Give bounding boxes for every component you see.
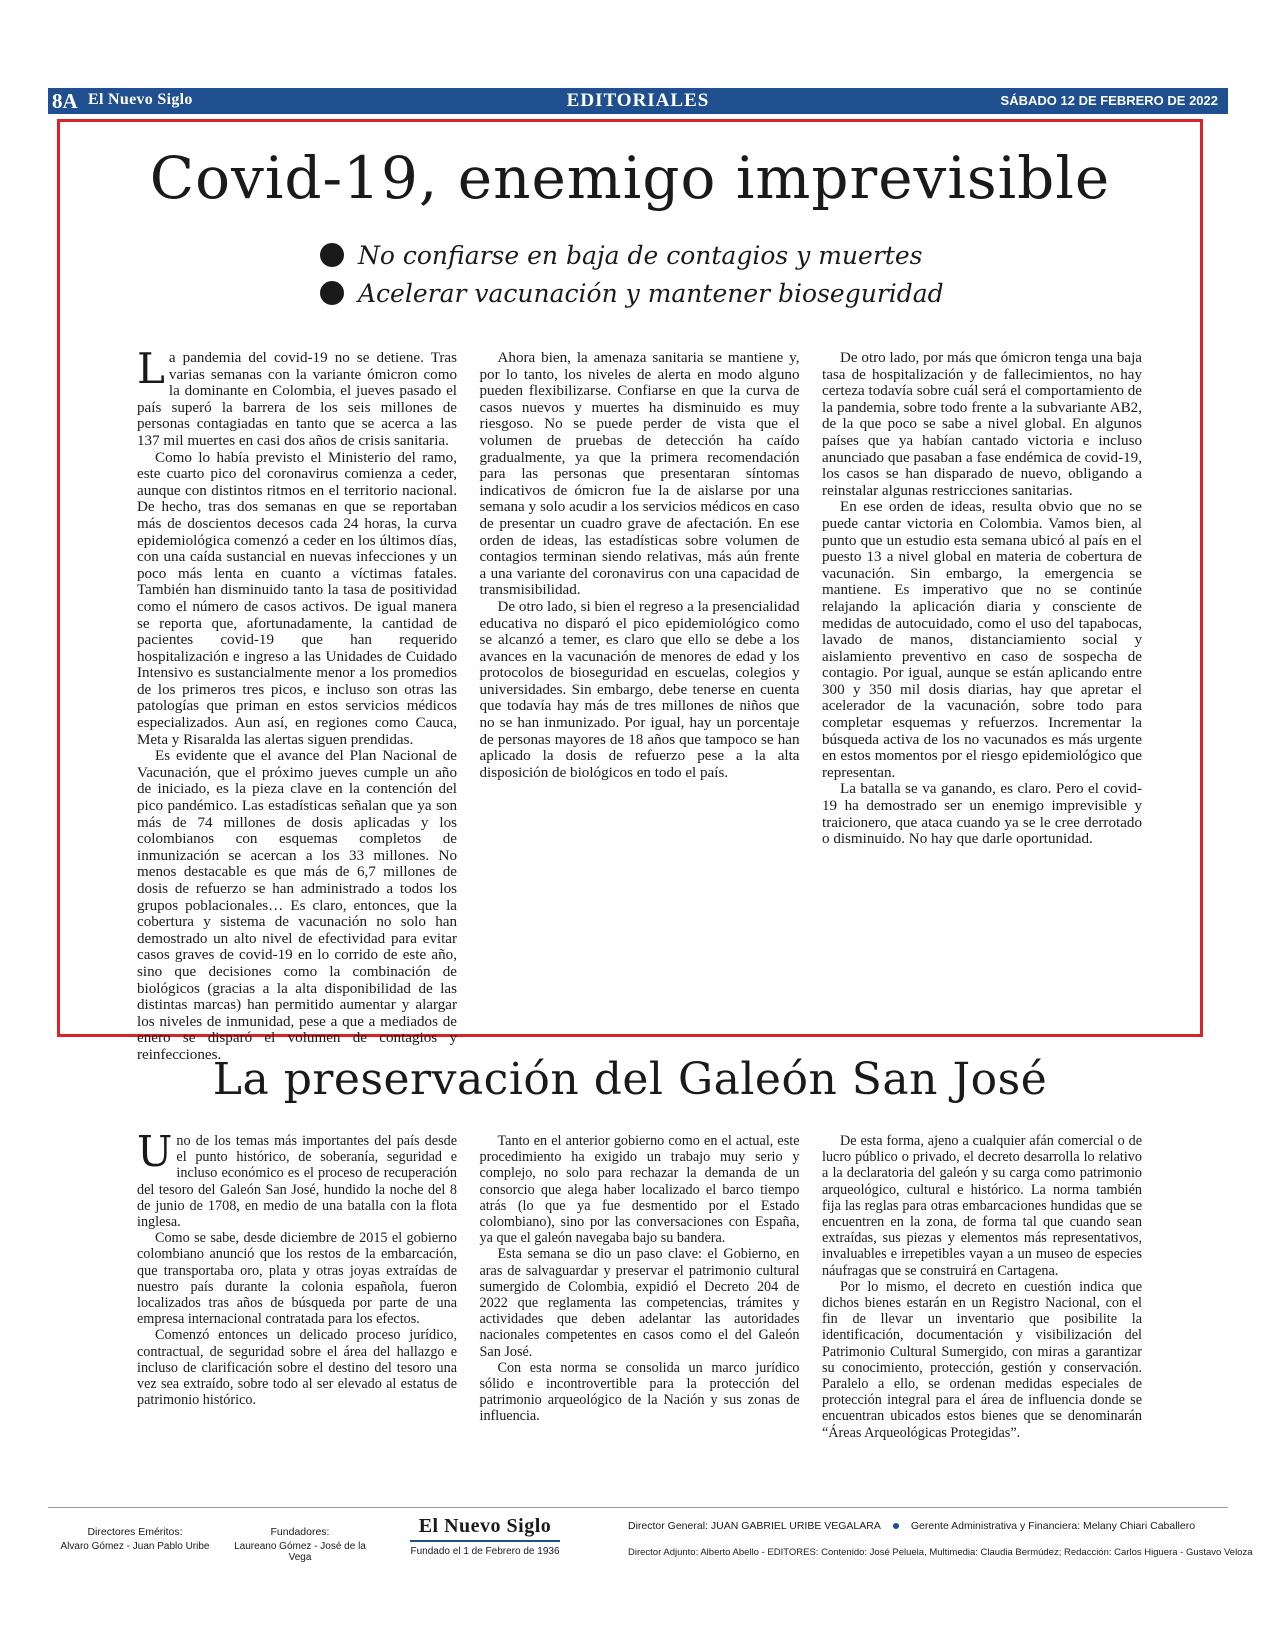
article1-paragraph: Es evidente que el avance del Plan Nacional de Vacunación, que el próximo jueves cumple un año de iniciado, es la pieza clave en la contención del pico pandémico. Las estadísticas señalan que ya son más de 74 millones de dosis aplicadas y los colombianos con esquemas completos de inmunización se acercan a los 33 millones. No menos destacable es que más de 6,7 millones de dosis de refuerzo se han administrado a todos los grupos poblacionales… Es claro, entonces, que la cobertura y sistema de vacunación no solo han demostrado un alto nivel de efectividad para evitar casos graves de covid-19 en lo corrido de este año, sino que decisiones como la combinación de biológicos (gracias a la alta disponibilidad de las distintas marcas) han permitido aumentar y alargar los niveles de inmunidad, pese a que a mediados de enero se disparó el volumen de contagios y reinfecciones. bbox=[137, 748, 457, 1063]
article1-paragraph: La pandemia del covid-19 no se detiene. Tras varias semanas con la variante ómicron como la dominante en Colombia, el jueves pasado el país superó la barrera de los seis millones de personas contagiadas en tanto que se acerca a las 137 mil muertes en casi dos años de crisis sanitaria. bbox=[137, 344, 457, 449]
article1-column-1 bbox=[137, 344, 457, 1064]
article2-column-1 bbox=[137, 1127, 457, 1441]
article2-paragraph: De esta forma, ajeno a cualquier afán comercial o de lucro público o privado, el decreto desarrolla lo relativo a la declaratoria del galeón y su carga como patrimonio arqueológico, cultural e histórico. La norma también fija las reglas para otras embarcaciones hundidas que se encuentren en la zona, de forma tal que cuando sean extraídas, sus piezas y elementos más representativos, invaluables e irrepetibles vayan a un museo de especies náufragas que se construirá en Cartagena. bbox=[822, 1133, 1142, 1279]
article1-title: Covid-19, enemigo imprevisible bbox=[149, 144, 1111, 212]
page-number: 8A bbox=[52, 89, 78, 113]
article2-paragraph: Esta semana se dio un paso clave: el Gobierno, en aras de salvaguardar y preservar el patrimonio cultural sumergido de Colombia, expidió el Decreto 204 de 2022 que reglamenta las competencias, trámites y actividades que deben adelantar las autoridades nacionales competentes en casos como el del Galeón San José. bbox=[479, 1246, 800, 1360]
drop-cap: U bbox=[137, 1127, 173, 1176]
article1-paragraph: De otro lado, si bien el regreso a la presencialidad educativa no disparó el pico epidemiológico como se alcanzó a temer, es claro que ello se debe a los avances en la vacunación de menores de edad y los protocolos de bioseguridad en escuelas, colegios y universidades. Sin embargo, debe tenerse en cuenta que todavía hay más de tres millones de niños que no se han inmunizado. Por igual, hay un porcentaje de personas mayores de 18 años que tampoco se han aplicado la dosis de refuerzo pese a la alta disposición de biológicos en todo el país. bbox=[479, 598, 800, 781]
article1-paragraph: Ahora bien, la amenaza sanitaria se mantiene y, por lo tanto, los niveles de alerta en modo alguno pueden flexibilizarse. Confiarse en que la curva de casos nuevos y muertes ha disminuido es muy riesgoso. No se puede perder de vista que el volumen de pruebas de detección ha caído gradualmente, ya que la primera recomendación para las personas que presentaran síntomas indicativos de ómicron fue la de aislarse por una semana y solo acudir a los servicios médicos en caso de presentar un cuadro grave de afectación. En ese orden de ideas, las estadísticas sobre volumen de contagios terminan siendo relativas, más aún frente a una variante del coronavirus con una capacidad de transmisibilidad. bbox=[479, 350, 800, 599]
founders-names: Laureano Gómez - José de la Vega bbox=[234, 1541, 366, 1563]
article2-body bbox=[137, 1127, 1142, 1441]
gerente: Gerente Administrativa y Financiera: Melany Chiari Caballero bbox=[910, 1520, 1196, 1532]
article1-paragraph: De otro lado, por más que ómicron tenga una baja tasa de hospitalización y de fallecimientos, no hay certeza todavía sobre cuál será el comportamiento de la pandemia, sobre todo frente a la subvariante AB2, de la que poco se sabe a nivel global. En algunos países que ya habían cantado victoria e incluso anunciado que pasaban a fase endémica de covid-19, los casos se han disparado de nuevo, obligando a reinstalar algunas restricciones sanitarias. bbox=[822, 350, 1142, 499]
footer-staff: Director Adjunto: Alberto Abello - EDITORES: Contenido: José Peluela, Multimedia: Claudia Bermúdez; Redacción: Carlos Higuera - Gustavo Veloza bbox=[628, 1547, 1253, 1558]
article2-paragraph: Por lo mismo, el decreto en cuestión indica que dichos bienes estarán en un Registro Nacional, con el fin de llevar un inventario que posibilite la identificación, documentación y visibilización del Patrimonio Cultural Sumergido, con miras a garantizar su conocimiento, protección, gestión y conservación. Paralelo a ello, se ordenan medidas especiales de protección integral para el área de influencia donde se encuentran ubicados estos bienes que se denominarán “Áreas Arqueológicas Protegidas”. bbox=[822, 1278, 1142, 1441]
bullet-icon bbox=[320, 281, 344, 305]
subtitle-text: No confiarse en baja de contagios y muertes bbox=[358, 240, 923, 270]
article2-paragraph: Como se sabe, desde diciembre de 2015 el gobierno colombiano anunció que los restos de la embarcación, que transportaba oro, plata y otras joyas extraídas de nuestro país durante la colonia española, fueron localizados tras años de búsqueda por parte de una empresa internacional contratada para los efectos. bbox=[137, 1230, 457, 1328]
article1-column-2 bbox=[480, 350, 800, 1064]
subtitle-text: Acelerar vacunación y mantener bioseguridad bbox=[358, 278, 944, 308]
article1-body bbox=[137, 344, 1142, 1064]
article2-column-2 bbox=[480, 1133, 800, 1441]
masthead-small: El Nuevo Siglo bbox=[88, 91, 193, 108]
article1-paragraph: La batalla se va ganando, es claro. Pero el covid-19 ha demostrado ser un enemigo imprevisible y traicionero, que ataca cuando ya se le cree derrotado o disminuido. No hay que darle oportunidad. bbox=[822, 781, 1142, 848]
separator-dot-icon bbox=[893, 1523, 899, 1529]
footer-logo bbox=[410, 1515, 560, 1557]
page-header-band bbox=[48, 88, 1228, 114]
emeritus-names: Alvaro Gómez - Juan Pablo Uribe bbox=[60, 1541, 210, 1552]
section-name: EDITORIALES bbox=[566, 90, 710, 111]
article2-paragraph: Comenzó entonces un delicado proceso jurídico, contractual, de seguridad sobre el área del hallazgo e incluso de clarificación sobre el destino del tesoro una vez sea extraído, sobre todo al ser elevado al estatus de patrimonio histórico. bbox=[137, 1327, 457, 1409]
director-general: Director General: JUAN GABRIEL URIBE VEGALARA bbox=[628, 1520, 881, 1532]
article1-paragraph: Como lo había previsto el Ministerio del ramo, este cuarto pico del coronavirus comienza a ceder, aunque con distintos ritmos en el territorio nacional. De hecho, tras dos semanas en que se reportaban más de doscientos decesos cada 24 horas, la curva epidemiológica comenzó a ceder en los últimos días, con una caída sustancial en nuevas infecciones y un poco más lenta en cuanto a víctimas fatales. También han disminuido tanto la tasa de positividad como el número de casos activos. De igual manera se reporta que, afortunadamente, la cantidad de pacientes covid-19 que han requerido hospitalización e ingreso a las Unidades de Cuidado Intensivo es sustancialmente menor a los promedios de los primeros tres picos, e incluso son otras las patologías que priman en estos servicios médicos especializados. Aun así, en regiones como Cauca, Meta y Risaralda las alertas siguen prendidas. bbox=[137, 449, 457, 748]
founders-label: Fundadores: bbox=[270, 1526, 330, 1538]
article2-title: La preservación del Galeón San José bbox=[212, 1054, 1048, 1105]
issue-date: SÁBADO 12 DE FEBRERO DE 2022 bbox=[1000, 93, 1218, 108]
emeritus-label: Directores Eméritos: bbox=[87, 1526, 183, 1538]
article1-column-3 bbox=[822, 350, 1142, 1064]
article1-subtitles bbox=[320, 236, 944, 312]
footer-founded: Fundado el 1 de Febrero de 1936 bbox=[410, 1546, 560, 1557]
article2-paragraph: Con esta norma se consolida un marco jurídico sólido e incontrovertible para la protección del patrimonio arqueológico de la Nación y sus zonas de influencia. bbox=[479, 1359, 800, 1425]
footer-management bbox=[628, 1520, 1195, 1532]
drop-cap: L bbox=[137, 344, 165, 393]
article2-paragraph: Tanto en el anterior gobierno como en el actual, este procedimiento ha exigido un trabajo muy serio y complejo, no solo para rechazar la demanda de un consorcio que alega haber localizado el barco tiempo atrás (lo que ya fue desmentido por el Estado colombiano), sino por las conversaciones con España, ya que el galeón navegaba bajo su bandera. bbox=[479, 1133, 800, 1247]
footer-logo-name: El Nuevo Siglo bbox=[410, 1515, 560, 1542]
subtitle-line bbox=[320, 274, 944, 312]
footer-founders bbox=[225, 1526, 375, 1563]
article2-column-3 bbox=[822, 1133, 1142, 1441]
article1-paragraph: En ese orden de ideas, resulta obvio que no se puede cantar victoria en Colombia. Vamos bien, al punto que un estudio esta semana ubicó al país en el puesto 13 a nivel global en materia de cobertura de vacunación. Sin embargo, la emergencia se mantiene. Es imperativo que no se continúe relajando la aplicación diaria y consciente de medidas de autocuidado, como el uso del tapabocas, lavado de manos, distanciamiento social y aislamiento preventivo en caso de sospecha de contagio. Por igual, aunque se están aplicando entre 300 y 350 mil dosis diarias, hay que apretar el acelerador de la vacunación, sobre todo para completar esquemas y refuerzos. Incrementar la búsqueda activa de los no vacunados es más urgente en estos momentos por el riesgo epidemiológico que representan. bbox=[822, 499, 1142, 781]
footer-emeritus bbox=[60, 1526, 210, 1552]
bullet-icon bbox=[320, 243, 344, 267]
article2-paragraph: Uno de los temas más importantes del país desde el punto histórico, de soberanía, seguridad e incluso económico es el proceso de recuperación del tesoro del Galeón San José, hundido la noche del 8 de junio de 1708, en medio de una batalla con la flota inglesa. bbox=[137, 1127, 457, 1231]
footer-rule bbox=[48, 1507, 1228, 1508]
subtitle-line bbox=[320, 236, 944, 274]
